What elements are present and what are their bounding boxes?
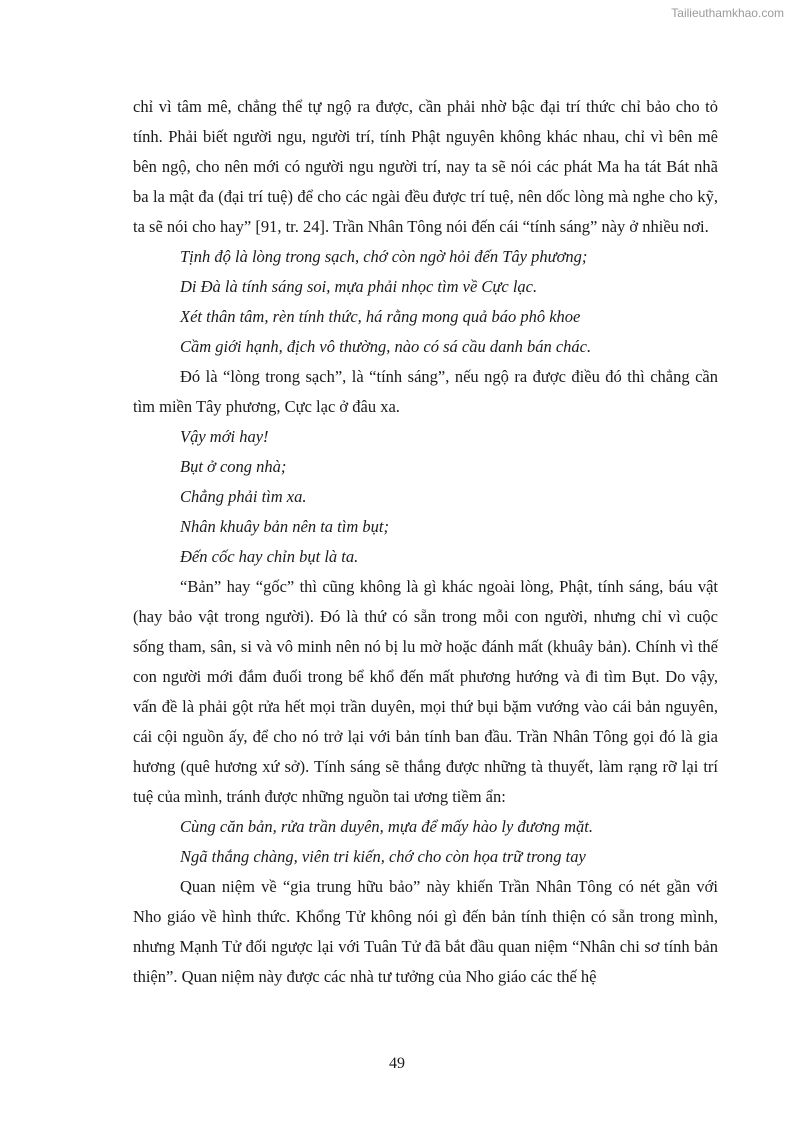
verse-line: Nhân khuây bản nên ta tìm bụt; <box>180 517 389 536</box>
verse-block <box>133 422 718 572</box>
paragraph: “Bản” hay “gốc” thì cũng không là gì khác ngoài lòng, Phật, tính sáng, báu vật (hay bảo vật trong người). Đó là thứ có sẵn trong mỗi con người, nhưng chỉ vì cuộc sống tham, sân, si và vô minh nên nó bị lu mờ hoặc đánh mất (khuây bản). Chính vì thế con người mới đắm đuối trong bể khổ đến mất phương hướng và đi tìm Bụt. Do vậy, vấn đề là phải gột rửa hết mọi trần duyên, mọi thứ bụi bặm vướng vào cái bản nguyên, cái cội nguồn ấy, để cho nó trở lại với bản tính ban đầu. Trần Nhân Tông gọi đó là gia hương (quê hương xứ sở). Tính sáng sẽ thắng được những tà thuyết, làm rạng rỡ lại trí tuệ của mình, tránh được những nguồn tai ương tiềm ẩn: <box>133 577 718 806</box>
verse-line: Di Đà là tính sáng soi, mựa phải nhọc tìm về Cực lạc. <box>180 277 538 296</box>
paragraph: Quan niệm về “gia trung hữu bảo” này khiến Trần Nhân Tông có nét gần với Nho giáo về hình thức. Khổng Tử không nói gì đến bản tính thiện có sẵn trong mình, nhưng Mạnh Tử đối ngược lại với Tuân Tử đã bắt đầu quan niệm “Nhân chi sơ tính bản thiện”. Quan niệm này được các nhà tư tưởng của Nho giáo các thế hệ <box>133 877 718 986</box>
verse-line: Đến cốc hay chỉn bụt là ta. <box>180 547 359 566</box>
page-number: 49 <box>389 1055 405 1072</box>
verse-line: Chẳng phải tìm xa. <box>180 487 307 506</box>
verse-line: Cùng căn bản, rửa trần duyên, mựa để mấy hào ly đương mặt. <box>180 817 593 836</box>
verse-line: Ngã thắng chàng, viên tri kiến, chớ cho còn họa trữ trong tay <box>180 847 586 866</box>
watermark: Tailieuthamkhao.com <box>671 6 784 20</box>
paragraph: Đó là “lòng trong sạch”, là “tính sáng”, nếu ngộ ra được điều đó thì chẳng cần tìm miền Tây phương, Cực lạc ở đâu xa. <box>133 367 718 416</box>
verse-line: Cầm giới hạnh, địch vô thường, nào có sá cầu danh bán chác. <box>180 337 592 356</box>
verse-line: Bụt ở cong nhà; <box>180 457 287 476</box>
page-content <box>133 92 718 992</box>
verse-line: Tịnh độ là lòng trong sạch, chớ còn ngờ hỏi đến Tây phương; <box>180 247 588 266</box>
verse-block <box>133 812 718 872</box>
verse-line: Xét thân tâm, rèn tính thức, há rằng mong quả báo phô khoe <box>180 307 581 326</box>
paragraph: chỉ vì tâm mê, chẳng thể tự ngộ ra được, cần phải nhờ bậc đại trí thức chỉ bảo cho tỏ tính. Phải biết người ngu, người trí, tính Phật nguyên không khác nhau, chỉ vì bên mê bên ngộ, cho nên mới có người ngu người trí, nay ta sẽ nói các phát Ma ha tát Bát nhã ba la mật đa (đại trí tuệ) để cho các ngài đều được trí tuệ, nên dốc lòng mà nghe cho kỹ, ta sẽ nói cho hay” [91, tr. 24]. Trần Nhân Tông nói đến cái “tính sáng” này ở nhiều nơi. <box>133 97 718 236</box>
verse-line: Vậy mới hay! <box>180 427 269 446</box>
verse-block <box>133 242 718 362</box>
